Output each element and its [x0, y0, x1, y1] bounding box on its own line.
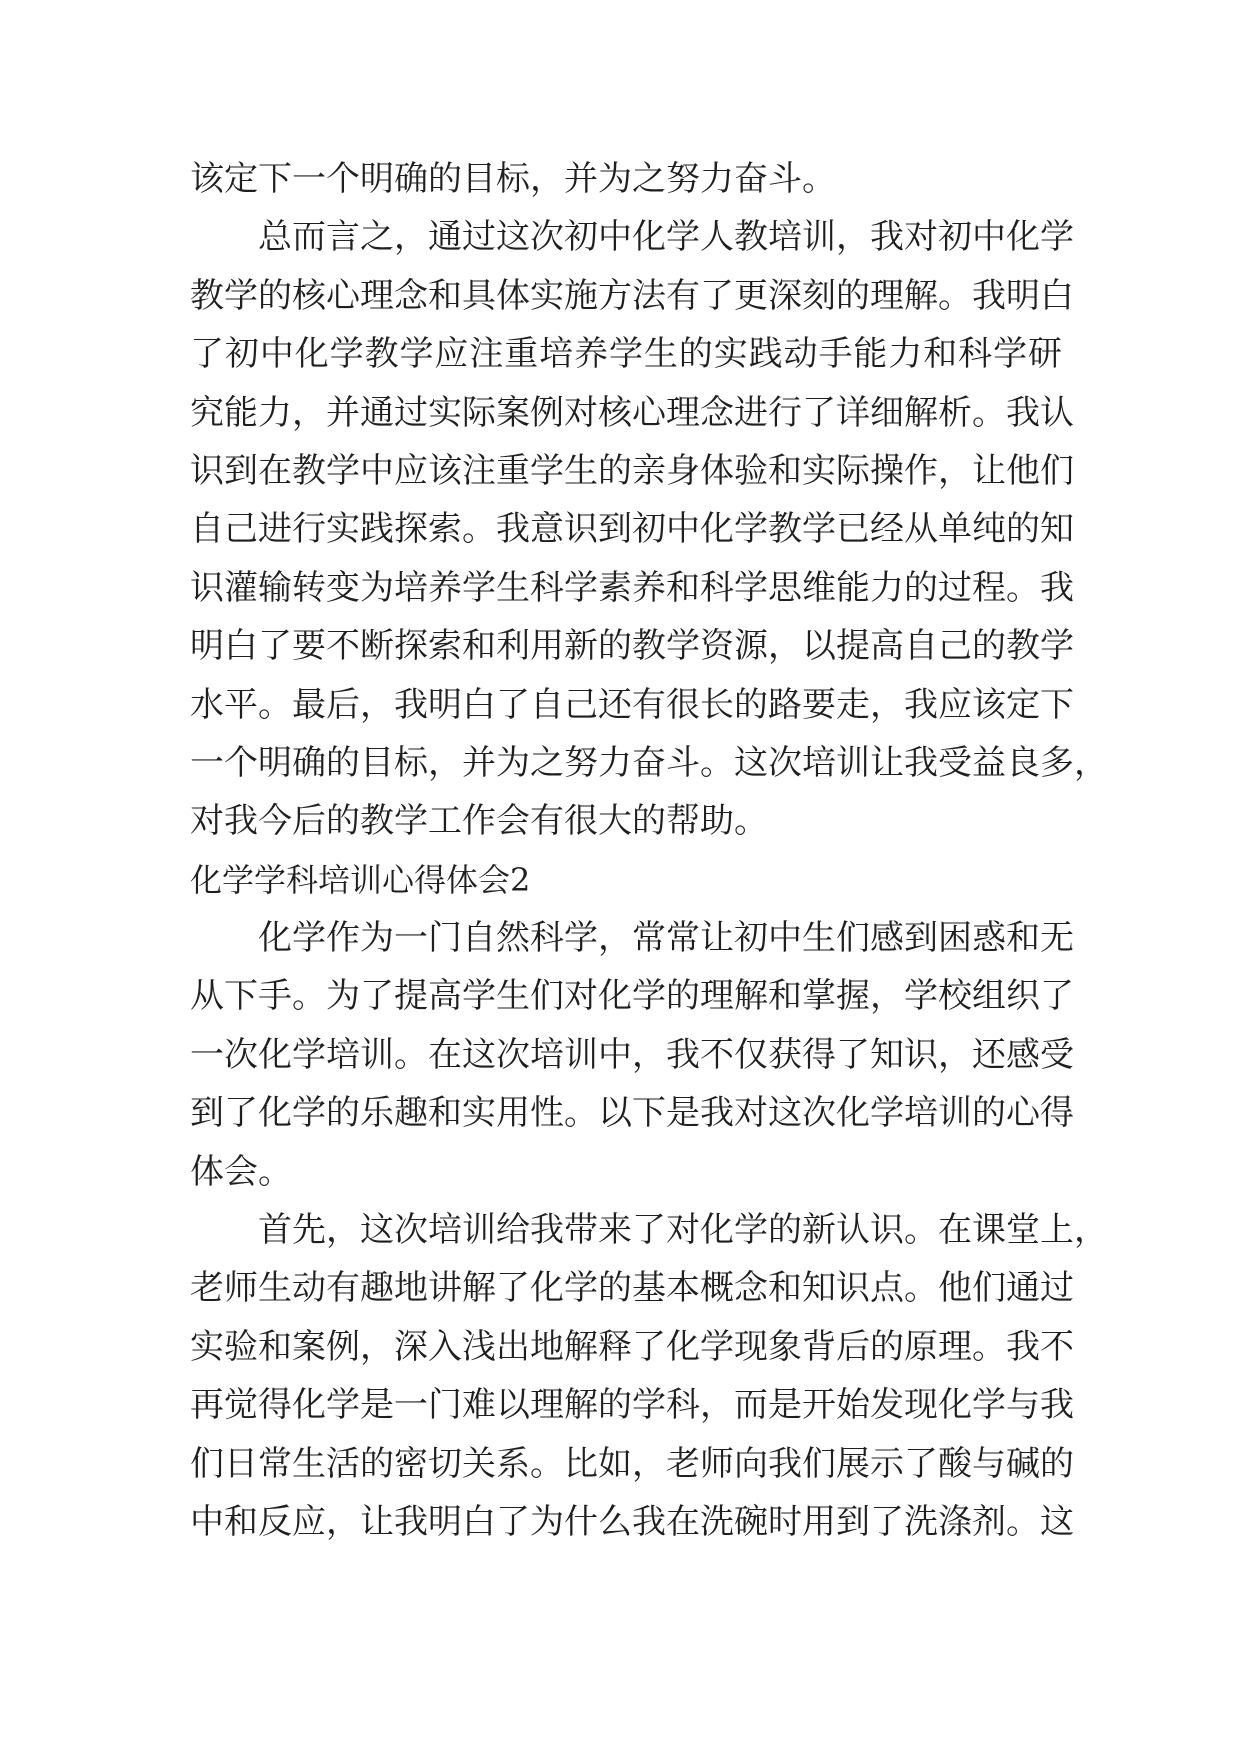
- text-line: 明白了要不断探索和利用新的教学资源，以提高自己的教学: [190, 626, 1074, 667]
- text-line: 识到在教学中应该注重学生的亲身体验和实际操作，让他们: [190, 450, 1074, 491]
- text-line: 实验和案例，深入浅出地解释了化学现象背后的原理。我不: [190, 1326, 1074, 1367]
- text-line: 中和反应，让我明白了为什么我在洗碗时用到了洗涤剂。这: [190, 1501, 1074, 1542]
- text-line: 一次化学培训。在这次培训中，我不仅获得了知识，还感受: [190, 1034, 1074, 1075]
- section-heading: 化学学科培训心得体会2: [190, 860, 531, 899]
- text-line: 从下手。为了提高学生们对化学的理解和掌握，学校组织了: [190, 976, 1074, 1017]
- text-line: 该定下一个明确的目标，并为之努力奋斗。: [190, 159, 836, 199]
- text-line: 究能力，并通过实际案例对核心理念进行了详细解析。我认: [190, 392, 1074, 433]
- text-line: 老师生动有趣地讲解了化学的基本概念和知识点。他们通过: [190, 1268, 1074, 1309]
- text-line: 了初中化学教学应注重培养学生的实践动手能力和科学研: [190, 334, 1062, 375]
- text-line: 识灌输转变为培养学生科学素养和科学思维能力的过程。我: [190, 567, 1074, 608]
- paragraph-first-line: 总而言之，通过这次初中化学人教培训，我对初中化学: [258, 217, 1074, 258]
- text-line: 体会。: [190, 1151, 292, 1192]
- paragraph-first-line: 首先，这次培训给我带来了对化学的新认识。在课堂上，: [258, 1210, 1108, 1251]
- document-body: [190, 150, 1108, 1551]
- text-line: 到了化学的乐趣和实用性。以下是我对这次化学培训的心得: [190, 1093, 1074, 1134]
- text-line: 水平。最后，我明白了自己还有很长的路要走，我应该定下: [190, 684, 1074, 725]
- text-line: 们日常生活的密切关系。比如，老师向我们展示了酸与碱的: [190, 1443, 1074, 1484]
- text-line: 教学的核心理念和具体实施方法有了更深刻的理解。我明白: [190, 275, 1074, 316]
- text-line: 一个明确的目标，并为之努力奋斗。这次培训让我受益良多，: [190, 742, 1108, 783]
- text-line: 再觉得化学是一门难以理解的学科，而是开始发现化学与我: [190, 1385, 1074, 1426]
- text-line: 自己进行实践探索。我意识到初中化学教学已经从单纯的知: [190, 509, 1074, 550]
- paragraph-first-line: 化学作为一门自然科学，常常让初中生们感到困惑和无: [258, 918, 1074, 959]
- text-line: 对我今后的教学工作会有很大的帮助。: [190, 801, 768, 842]
